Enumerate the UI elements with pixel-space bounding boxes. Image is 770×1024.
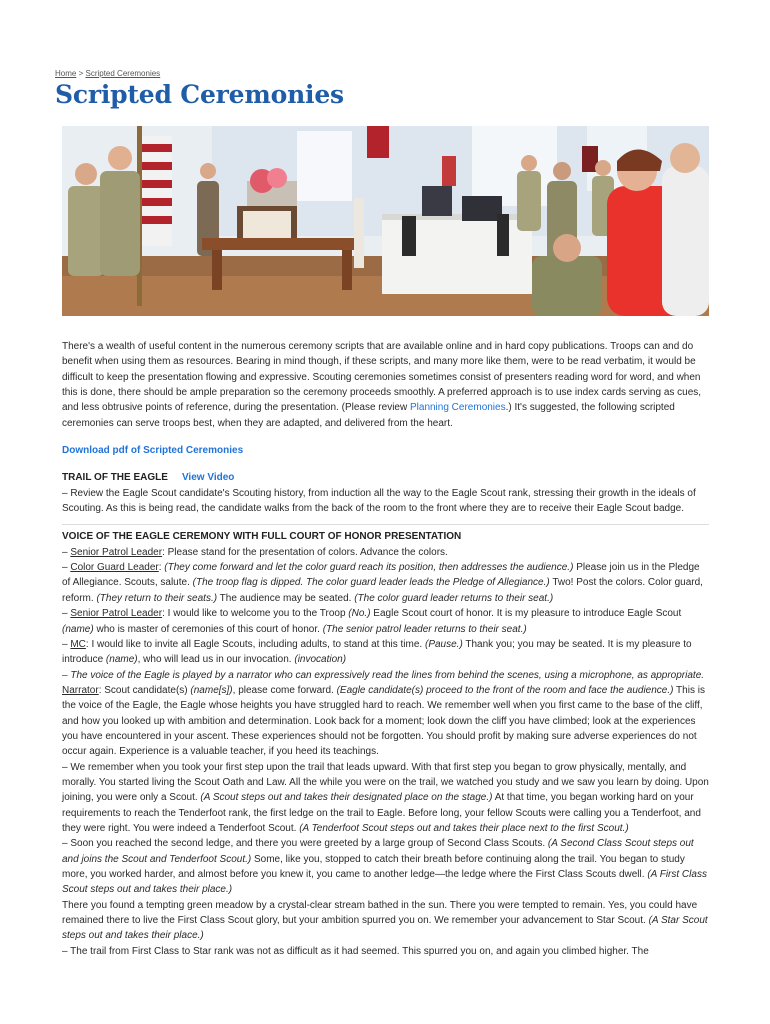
- script-line: – The trail from First Class to Star rank was not as difficult as it had seemed. This spurred you on, and again you climbed higher. The: [62, 945, 649, 957]
- view-video-link[interactable]: View Video: [181, 472, 235, 484]
- breadcrumb-home-link[interactable]: Home: [55, 69, 77, 78]
- script-line: – Senior Patrol Leader: I would like to welcome you to the Troop (No.) Eagle Scout court of honor. It is my pleasure to introduce Eagle Scout (name) who is master of ceremonies of this court of honor. (The senior patrol leader returns to their seat.): [62, 608, 682, 635]
- script-line: There you found a tempting green meadow by a crystal-clear stream bathed in the sun. There you were tempted to remain. Yes, you could have remained there to live the First Class Scout glory, but your ambition spurred you on. We remember your advancement to Star Scout. (A Star Scout steps out and takes their place.): [62, 899, 708, 942]
- planning-ceremonies-link[interactable]: Planning Ceremonies: [409, 402, 506, 414]
- script-line: – Color Guard Leader: (They come forward and let the color guard reach its position, then addresses the audience.) Please join us in the Pledge of Allegiance. Scouts, salute. (The troop flag is dipped. The color guard leader leads the Pledge of Allegiance.) Two! Post the colors. Color guard, reform. (They return to their seats.) The audience may be seated. (The color guard leader returns to their seat.): [62, 562, 703, 604]
- script-line: – MC: I would like to invite all Eagle Scouts, including adults, to stand at this time. (Pause.) Thank you; you may be seated. It is my pleasure to introduce (name), who will lead us in our invocation. (invocation): [62, 638, 692, 666]
- script-line: – We remember when you took your first step upon the trail that leads upward. With that first step you began to grow physically, mentally, and morally. You started living the Scout Oath and Law. All the while you were on the trail, we watched you study and we saw you learn by doing. Upon joining, you were only a Scout. (A Scout steps out and takes their designated place on the stage.) At that time, you began working hard on your requirements to reach the Tenderfoot rank, the first ledge on the trail to Eagle. Before long, your fellow Scouts were calling you a Tenderfoot, and they were right. You were indeed a Tenderfoot Scout. (A Tenderfoot Scout steps out and takes their place next to the first Scout.): [62, 761, 709, 834]
- breadcrumb: [55, 69, 160, 78]
- script-line: Narrator: Scout candidate(s) (name[s]), please come forward. (Eagle candidate(s) proceed to the front of the room and face the audience.) This is the voice of the Eagle, the Eagle whose heights you have struggled hard to reach. We remember well when you first came to the base of the cliff, and how you looked up with ambition and determination. Look back for a moment; look down the cliff you have climbed; look at the experiences you have encountered in your ascent. These experiences should not be forgotten. You should profit by making sure adverse experiences do not occur again. Experience is a valuable teacher, if you heed its teachings.: [62, 684, 705, 758]
- script-line: – Soon you reached the second ledge, and there you were greeted by a large group of Second Class Scouts. (A Second Class Scout steps out and joins the Scout and Tenderfoot Scout.) Some, like you, stopped to catch their breath before continuing along the trail. You began to study more, you worked harder, and almost before you knew it, you came to another ledge—the ledge where the First Class Scouts dwell. (A First Class Scout steps out and takes their place.): [62, 838, 707, 896]
- voice-of-the-eagle-heading: VOICE OF THE EAGLE CEREMONY WITH FULL COURT OF HONOR PRESENTATION: [62, 531, 462, 543]
- ceremony-photo: [62, 126, 709, 316]
- breadcrumb-current-link[interactable]: Scripted Ceremonies: [85, 69, 161, 78]
- script-line: – Senior Patrol Leader: Please stand for the presentation of colors. Advance the colors.: [62, 546, 448, 558]
- download-pdf-link[interactable]: Download pdf of Scripted Ceremonies: [62, 445, 244, 457]
- intro-paragraph: There's a wealth of useful content in the numerous ceremony scripts that are available online and in hard copy publications. Troops can and do benefit when using them as resources. Bearing in mind though, if these scripts, and many more like them, were to be read verbatim, it would be difficult to keep the presentation flowing and expressive. Scouting ceremonies sometimes consist of presenters reading word for word, and when this is done, there should be ample preparation so the ceremony proceeds smoothly. A preferred approach is to use index cards serving as cues, and less obtrusive points of reference, during the presentation. (Please review Planning Ceremonies.) It's suggested, the following scripted ceremonies can serve troops best, when they are adapted, and delivered from the heart.: [62, 341, 702, 429]
- script-line: – The voice of the Eagle is played by a narrator who can expressively read the lines from behind the scenes, using a microphone, as appropriate.: [62, 669, 705, 681]
- page-title: Scripted Ceremonies: [55, 80, 344, 109]
- section-divider: [62, 524, 709, 525]
- breadcrumb-separator: >: [78, 69, 84, 78]
- trail-of-the-eagle-text: – Review the Eagle Scout candidate's Scouting history, from induction all the way to the Eagle Scout rank, stressing their growth in the ideals of Scouting. As this is being read, the candidate walks from the back of the room to the front where they are to receive their Eagle Scout badge.: [62, 487, 696, 515]
- trail-of-the-eagle-heading: TRAIL OF THE EAGLE View Video: [62, 472, 235, 484]
- article-body: [62, 339, 709, 959]
